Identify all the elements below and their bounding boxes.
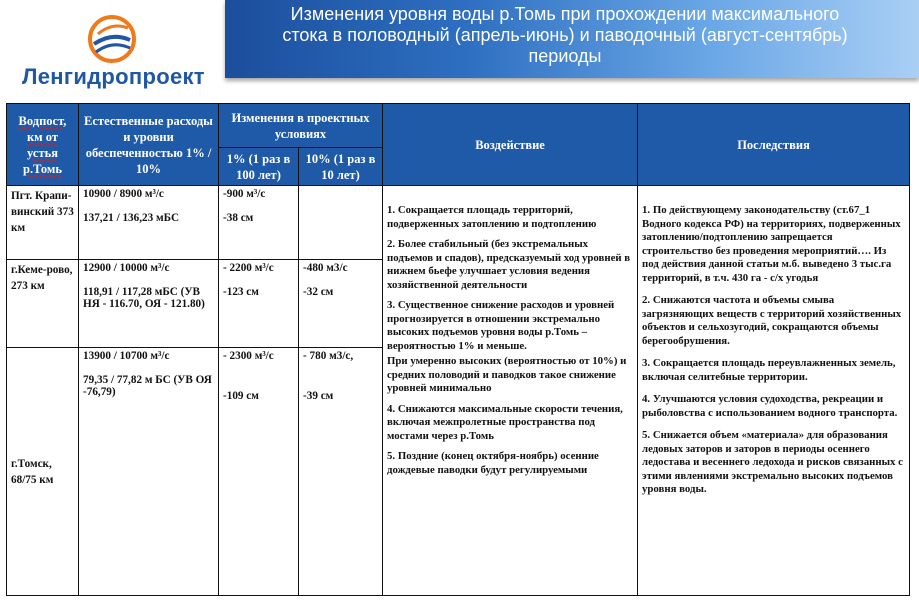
consequence-item: 4. Улучшаются условия судоходства, рекреации и рыболовства с использованием водного транспорта. xyxy=(642,393,898,419)
header-effects: Воздействие xyxy=(383,104,638,186)
effects-cell xyxy=(383,186,638,596)
header-p1: 1% (1 раз в 100 лет) xyxy=(219,148,299,186)
natural-level: 137,21 / 136,23 мБС xyxy=(83,212,180,224)
p1-flow: - 2200 м³/с xyxy=(223,262,274,274)
slide-title xyxy=(225,4,905,67)
header-changes: Изменения в проектных условиях xyxy=(219,104,383,148)
natural-level: 118,91 / 117,28 мБС (УВ НЯ - 116.70, ОЯ - 121.80) xyxy=(83,286,205,310)
header-natural: Естественные расходы и уровни обеспеченностью 1% / 10% xyxy=(79,104,219,186)
natural-cell xyxy=(79,348,219,596)
p10-level: -39 см xyxy=(303,390,334,402)
slide-header xyxy=(0,0,919,100)
effect-item: 1. Сокращается площадь территорий, подверженных затоплению и подтоплению xyxy=(387,204,597,230)
p1-level: -109 см xyxy=(223,390,259,402)
lengidroproekt-logo-icon xyxy=(88,14,136,64)
natural-cell xyxy=(79,186,219,260)
p10-flow: -480 м3/с xyxy=(303,262,348,274)
water-level-table xyxy=(6,103,910,596)
effect-item: При умеренно высоких (вероятностью от 10%) и средних половодий и паводков такое снижение уровней минимально xyxy=(387,355,627,394)
header-consequences: Последствия xyxy=(638,104,910,186)
p1-cell xyxy=(219,348,299,596)
natural-flow: 10900 / 8900 м³/с xyxy=(83,188,164,200)
p1-flow: - 2300 м³/с xyxy=(223,350,274,362)
consequence-item: 2. Снижаются частота и объемы смыва загрязняющих веществ с территорий хозяйственных объектов и сельхозугодий, сокращаются объемы берегообрушения. xyxy=(642,294,902,347)
station-cell: Пгт. Крапи-винский 373 км xyxy=(7,186,79,260)
p10-cell xyxy=(299,186,383,260)
title-line-3: периоды xyxy=(528,46,602,66)
effect-item: 4. Снижаются максимальные скорости течения, включая межпролетные пространства под мостами через р.Томь xyxy=(387,402,623,442)
consequence-item: 3. Сокращается площадь переувлажненных земель, включая селитебные территории. xyxy=(642,357,896,383)
header-station: Водпост, км от устья р.Томь xyxy=(7,104,79,186)
title-line-2: стока в половодный (апрель-июнь) и паводочный (август-сентябрь) xyxy=(282,25,848,45)
p1-cell xyxy=(219,260,299,348)
station-cell xyxy=(7,348,79,596)
consequences-cell xyxy=(638,186,910,596)
natural-flow: 12900 / 10000 м³/с xyxy=(83,262,170,274)
p1-level: -123 см xyxy=(223,286,259,298)
effect-item: 2. Более стабильный (без экстремальных подъемов и спадов), предсказуемый ход уровней в нижнем бьефе улучшает условия ведения хозяйственной деятельности xyxy=(387,238,631,291)
consequence-item: 5. Снижается объем «материала» для образования ледовых заторов и заторов в периоды осеннего ледостава и весеннего ледохода и рисков связанных с этими явлениями экстремально высоких подъемов уровня воды. xyxy=(642,429,903,495)
brand-name: Ленгидропроект xyxy=(22,64,205,89)
station-label: г.Томск, 68/75 км xyxy=(11,457,54,486)
natural-cell xyxy=(79,260,219,348)
title-line-1: Изменения уровня воды р.Томь при прохождении максимального xyxy=(290,4,840,24)
p10-cell xyxy=(299,348,383,596)
effect-item: 3. Существенное снижение расходов и уровней прогнозируется в отношении экстремально высоких подъемов уровня воды р.Томь – вероятностью 1% и меньше. xyxy=(387,299,615,352)
p1-cell xyxy=(219,186,299,260)
p1-flow: -900 м³/с xyxy=(223,188,266,200)
consequence-item: 1. По действующему законодательству (ст.67_1 Водного кодекса РФ) на территориях, подверженных затоплению/подтоплению запрещается строительство без проведения мероприятий…. Из под действия данной статьи м.б. выведено 3 тыс.га территорий, в т.ч. 430 га - с/х угодья xyxy=(642,204,901,284)
natural-level: 79,35 / 77,82 м БС (УВ ОЯ -76,79) xyxy=(83,374,212,398)
p10-level: -32 см xyxy=(303,286,334,298)
p1-level: -38 см xyxy=(223,212,254,224)
effect-item: 5. Поздние (конец октября-ноябрь) осенние дождевые паводки будут регулируемыми xyxy=(387,450,599,476)
natural-flow: 13900 / 10700 м³/с xyxy=(83,350,170,362)
p10-cell xyxy=(299,260,383,348)
table-row xyxy=(7,186,910,260)
station-cell: г.Кеме-рово, 273 км xyxy=(7,260,79,348)
p10-flow: - 780 м3/с, xyxy=(303,350,354,362)
header-p10: 10% (1 раз в 10 лет) xyxy=(299,148,383,186)
